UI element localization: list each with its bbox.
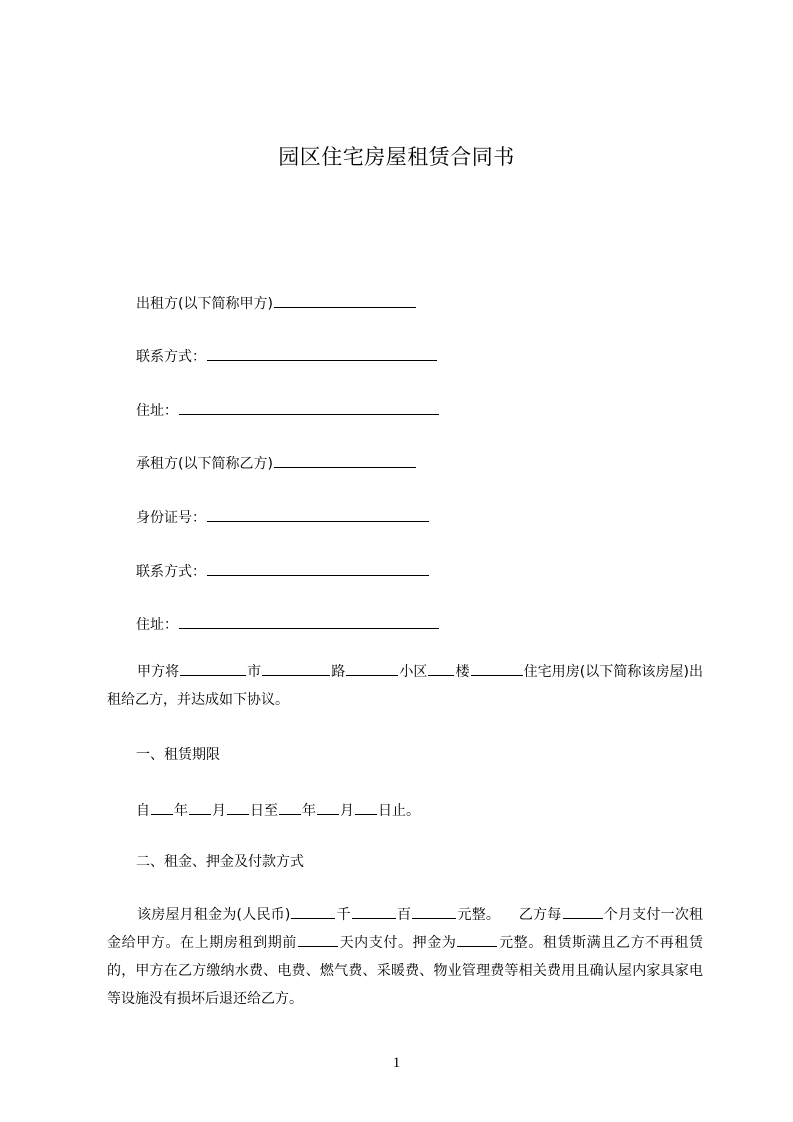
rent-text-1: 该房屋月租金为(人民币) [137, 907, 291, 923]
end-day-blank[interactable] [355, 799, 377, 815]
rent-text-4: 元整。 [457, 907, 501, 923]
section-2-heading: 二、租金、押金及付款方式 [136, 854, 304, 870]
intro-paragraph [107, 658, 703, 714]
lessee-id-field [136, 506, 430, 528]
intro-text-6: 住宅用房(以下简称 [523, 664, 642, 680]
intro-text-5: 楼 [455, 664, 470, 680]
rent-thousands-blank[interactable] [291, 903, 335, 919]
pay-days-blank[interactable] [298, 931, 338, 947]
lessee-id-label: 身份证号： [136, 510, 206, 526]
start-day-blank[interactable] [227, 799, 249, 815]
start-year-blank[interactable] [151, 799, 173, 815]
lessor-contact-field [136, 345, 438, 367]
lease-term-line [136, 799, 420, 821]
intro-text-3: 路 [331, 664, 346, 680]
lessor-contact-blank[interactable] [207, 345, 437, 361]
intro-text-1: 甲方将 [137, 664, 180, 680]
building-blank[interactable] [428, 660, 454, 676]
lessee-address-label: 住址： [136, 617, 178, 633]
term-text-3: 月 [212, 803, 226, 819]
start-month-blank[interactable] [189, 799, 211, 815]
rent-text-3: 百 [396, 907, 412, 923]
rent-hundreds-blank[interactable] [352, 903, 396, 919]
city-blank[interactable] [180, 660, 246, 676]
term-text-1: 自 [136, 803, 150, 819]
road-blank[interactable] [262, 660, 330, 676]
end-month-blank[interactable] [317, 799, 339, 815]
section-1-heading: 一、租赁期限 [136, 747, 220, 763]
term-text-5: 年 [302, 803, 316, 819]
rent-paragraph [107, 901, 703, 1013]
lessor-blank[interactable] [274, 292, 416, 308]
rent-text-5: 乙方每 [518, 907, 562, 923]
lessee-contact-label: 联系方式： [136, 564, 206, 580]
lessor-label: 出租方(以下简称甲方) [136, 296, 273, 312]
lessee-label: 承租方(以下简称乙方) [136, 456, 273, 472]
lessee-contact-blank[interactable] [207, 560, 429, 576]
lessor-address-field [136, 399, 440, 421]
rent-text-2: 千 [336, 907, 351, 923]
term-text-6: 月 [340, 803, 354, 819]
deposit-blank[interactable] [457, 931, 497, 947]
document-title: 园区住宅房屋租赁合同书 [278, 145, 515, 169]
intro-text-4: 小区 [399, 664, 428, 680]
lessee-id-blank[interactable] [207, 506, 429, 522]
intro-text-2: 市 [247, 664, 262, 680]
lessee-contact-field [136, 560, 430, 582]
rent-text-8: 元整。租赁斯满且乙方不再租赁的，甲方在乙方缴纳水费、电费、燃气费、采暖费、物业管理费等相关费用且确认屋内家具家电等设施没有损坏后退还给乙方。 [107, 935, 704, 1007]
term-text-2: 年 [174, 803, 188, 819]
lessor-field [136, 292, 417, 314]
community-blank[interactable] [346, 660, 398, 676]
lessee-field [136, 452, 417, 474]
lessor-address-label: 住址： [136, 403, 178, 419]
unit-blank[interactable] [471, 660, 523, 676]
lessee-address-blank[interactable] [179, 613, 439, 629]
term-text-7: 日止。 [378, 803, 420, 819]
intro-text-7: 该房屋)出租给乙方，并达成如下协议。 [107, 664, 704, 708]
end-year-blank[interactable] [279, 799, 301, 815]
pay-interval-blank[interactable] [563, 903, 603, 919]
page-number: 1 [392, 1055, 401, 1071]
lessor-contact-label: 联系方式： [136, 349, 206, 365]
term-text-4: 日至 [250, 803, 278, 819]
lessee-blank[interactable] [274, 452, 416, 468]
lessor-address-blank[interactable] [179, 399, 439, 415]
lessee-address-field [136, 613, 440, 635]
rent-text-6: 个月支付一次租金给甲方。在上期房租到期前 [107, 907, 704, 951]
rent-text-7: 天内支付。押金为 [338, 935, 457, 951]
rent-units-blank[interactable] [412, 903, 456, 919]
